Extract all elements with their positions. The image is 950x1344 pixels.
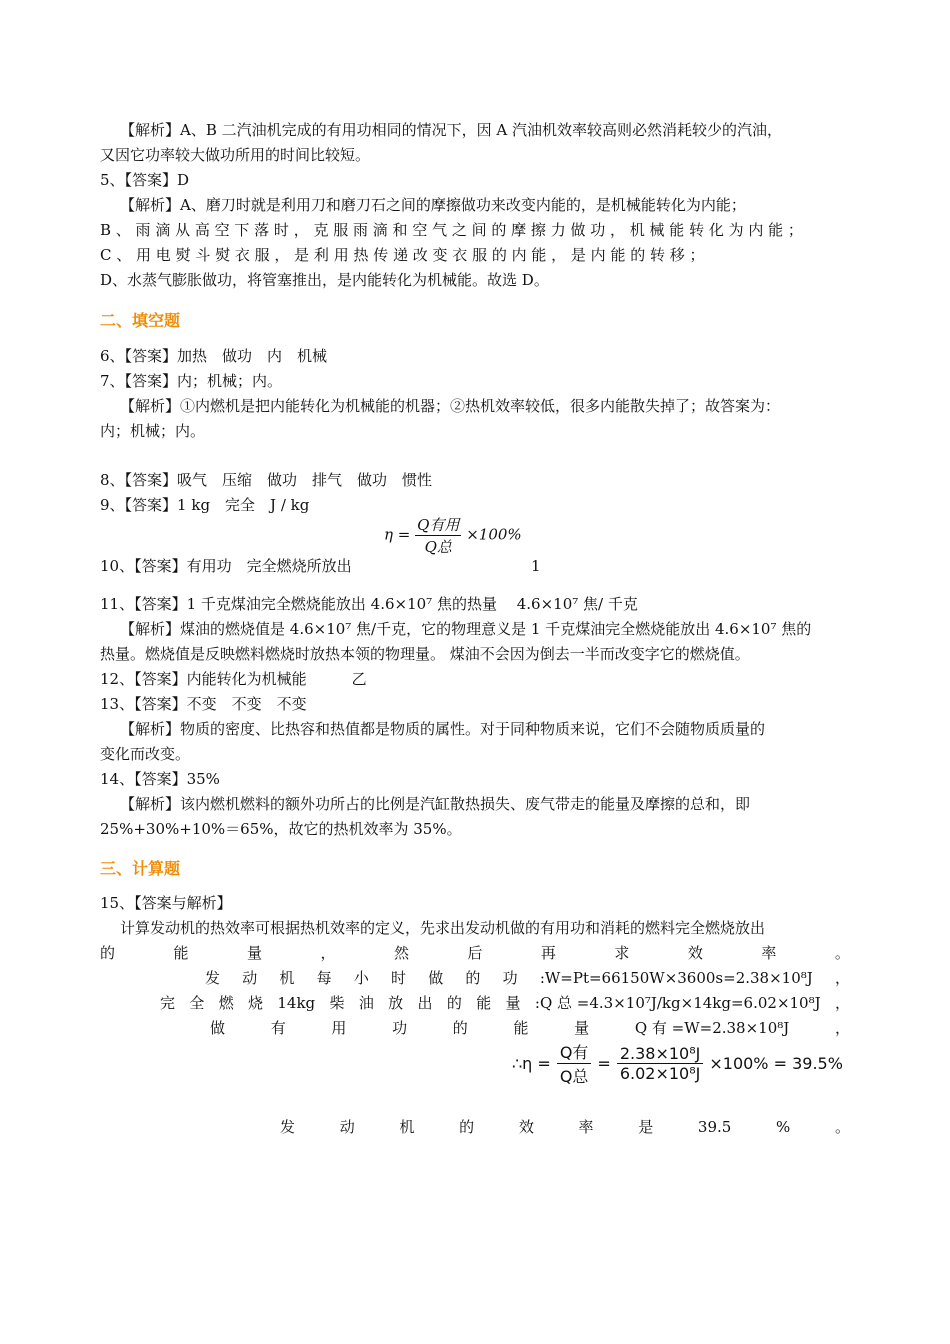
word: 效 (518, 1118, 534, 1136)
text-line-justified (210, 1017, 850, 1039)
word: 时 (391, 969, 407, 987)
word: 率 (761, 944, 777, 962)
percent-factor: ×100% (466, 525, 522, 544)
word: 能 (513, 1019, 529, 1037)
text-line: 10、【答案】有用功 完全燃烧所放出 (100, 557, 352, 575)
word: ， (834, 969, 850, 987)
word: 率 (578, 1118, 594, 1136)
word: 做 (428, 969, 444, 987)
word: 完 (160, 994, 176, 1012)
text-line: 又因它功率较大做功所用的时间比较短。 (100, 146, 371, 164)
fraction (557, 1040, 592, 1087)
efficiency-calculation (512, 1040, 843, 1087)
word: 的 (459, 1118, 475, 1136)
text-line-justified (100, 942, 850, 964)
denominator: Q总 (559, 1067, 589, 1086)
word: 。 (834, 944, 850, 962)
text-line: 11、【答案】1 千克煤油完全燃烧能放出 4.6×10⁷ 焦的热量 4.6×10⁷ 焦/ 千克 (100, 595, 638, 613)
word: 动 (242, 969, 258, 987)
therefore-eta: ∴η = (512, 1054, 551, 1073)
word: 再 (540, 944, 556, 962)
word: 燃 (218, 994, 234, 1012)
text-line-justified (280, 1116, 850, 1138)
word: 然 (393, 944, 409, 962)
word: 量 (574, 1019, 590, 1037)
word: 14kg (277, 994, 316, 1012)
text-line: 15、【答案与解析】 (100, 894, 232, 912)
text-line: 【解析】A、B 二汽油机完成的有用功相同的情况下，因 A 汽油机效率较高则必然消耗较少的汽油， (120, 121, 782, 139)
eta-symbol: η = (384, 525, 411, 544)
text-line: 【解析】①内燃机是把内能转化为机械能的机器；②热机效率较低，很多内能散失掉了；故答案为： (120, 397, 781, 415)
word: 求 (614, 944, 630, 962)
word: 能 (173, 944, 189, 962)
word: 柴 (329, 994, 345, 1012)
text-line: 12、【答案】内能转化为机械能 乙 (100, 670, 367, 688)
efficiency-formula (384, 514, 522, 557)
section-heading-fill-in: 二、填空题 (100, 311, 181, 330)
word: 烧 (248, 994, 264, 1012)
text-fragment: 1 (531, 557, 541, 575)
text-line: 25%+30%+10%＝65%，故它的热机效率为 35%。 (100, 820, 462, 838)
text-line: 7、【答案】内；机械；内。 (100, 372, 283, 390)
word: :Q 总 =4.3×10⁷J/kg×14kg=6.02×10⁸J (534, 994, 821, 1012)
word: 全 (189, 994, 205, 1012)
denominator: Q总 (424, 538, 452, 556)
text-line: 变化而改变。 (100, 745, 191, 763)
word: 能 (476, 994, 492, 1012)
word: 。 (834, 1118, 850, 1136)
text-line: 【解析】煤油的燃烧值是 4.6×10⁷ 焦/千克，它的物理意义是 1 千克煤油完全燃烧能放出 4.6×10⁷ 焦的 (120, 620, 812, 638)
word: :W=Pt=66150W×3600s=2.38×10⁸J (539, 969, 813, 987)
word: 有 (270, 1019, 286, 1037)
text-line: C 、 用 电 熨 斗 熨 衣 服 ， 是 利 用 热 传 递 改 变 衣 服 的 内 能 ， 是 内 能 的 转 移 ； (100, 246, 705, 264)
word: 做 (210, 1019, 226, 1037)
section-heading-calculation: 三、计算题 (100, 859, 181, 878)
word: 量 (246, 944, 262, 962)
text-line: 【解析】A、磨刀时就是利用刀和磨刀石之间的摩擦做功来改变内能的，是机械能转化为内能； (120, 196, 746, 214)
word: 每 (316, 969, 332, 987)
numerator: Q有用 (417, 516, 460, 534)
word: 的 (100, 944, 116, 962)
text-line: B 、 雨 滴 从 高 空 下 落 时 ， 克 服 雨 滴 和 空 气 之 间 的 摩 擦 力 做 功 ， 机 械 能 转 化 为 内 能 ； (100, 221, 803, 239)
word: 小 (353, 969, 369, 987)
word: 的 (465, 969, 481, 987)
text-line: 热量。燃烧值是反映燃料燃烧时放热本领的物理量。 煤油不会因为倒去一半而改变字它的燃烧值。 (100, 645, 750, 663)
word: Q 有 =W=2.38×10⁸J (634, 1019, 790, 1037)
word: 是 (638, 1118, 654, 1136)
text-line: 9、【答案】1 kg 完全 J / kg (100, 496, 310, 514)
result-expression: ×100% = 39.5% (709, 1054, 843, 1073)
fraction (415, 514, 461, 557)
word: 发 (280, 1118, 296, 1136)
text-line: 【解析】该内燃机燃料的额外功所占的比例是汽缸散热损失、废气带走的能量及摩擦的总和，即 (120, 795, 751, 813)
numerator: 2.38×10⁸J (617, 1044, 704, 1064)
word: 用 (331, 1019, 347, 1037)
word: 出 (417, 994, 433, 1012)
word: ， (320, 944, 336, 962)
word: 发 (205, 969, 221, 987)
text-line: 5、【答案】D (100, 171, 190, 189)
word: ， (834, 1019, 850, 1037)
text-line: 13、【答案】不变 不变 不变 (100, 695, 307, 713)
text-line: D、水蒸气膨胀做功，将管塞推出，是内能转化为机械能。故选 D。 (100, 271, 549, 289)
text-line: 6、【答案】加热 做功 内 机械 (100, 347, 328, 365)
equals-sign: = (597, 1054, 611, 1073)
text-line: 14、【答案】35% (100, 770, 220, 788)
text-line: 计算发动机的热效率可根据热机效率的定义，先求出发动机做的有用功和消耗的燃料完全燃烧放出 (120, 919, 766, 937)
word: 的 (452, 1019, 468, 1037)
word: % (776, 1118, 791, 1136)
fraction (617, 1044, 704, 1083)
numerator: Q有 (557, 1040, 592, 1064)
word: ， (834, 994, 850, 1012)
word: 39.5 (697, 1118, 732, 1136)
word: 油 (358, 994, 374, 1012)
word: 动 (339, 1118, 355, 1136)
word: 功 (392, 1019, 408, 1037)
word: 机 (279, 969, 295, 987)
word: 机 (399, 1118, 415, 1136)
text-line: 8、【答案】吸气 压缩 做功 排气 做功 惯性 (100, 471, 433, 489)
word: 效 (687, 944, 703, 962)
text-line: 【解析】物质的密度、比热容和热值都是物质的属性。对于同种物质来说，它们不会随物质质量的 (120, 720, 766, 738)
word: 量 (505, 994, 521, 1012)
word: 后 (467, 944, 483, 962)
word: 功 (502, 969, 518, 987)
text-line: 内；机械；内。 (100, 422, 206, 440)
text-line-justified (160, 992, 850, 1014)
denominator: 6.02×10⁸J (619, 1064, 701, 1083)
text-line-justified (205, 967, 850, 989)
word: 放 (388, 994, 404, 1012)
word: 的 (446, 994, 462, 1012)
